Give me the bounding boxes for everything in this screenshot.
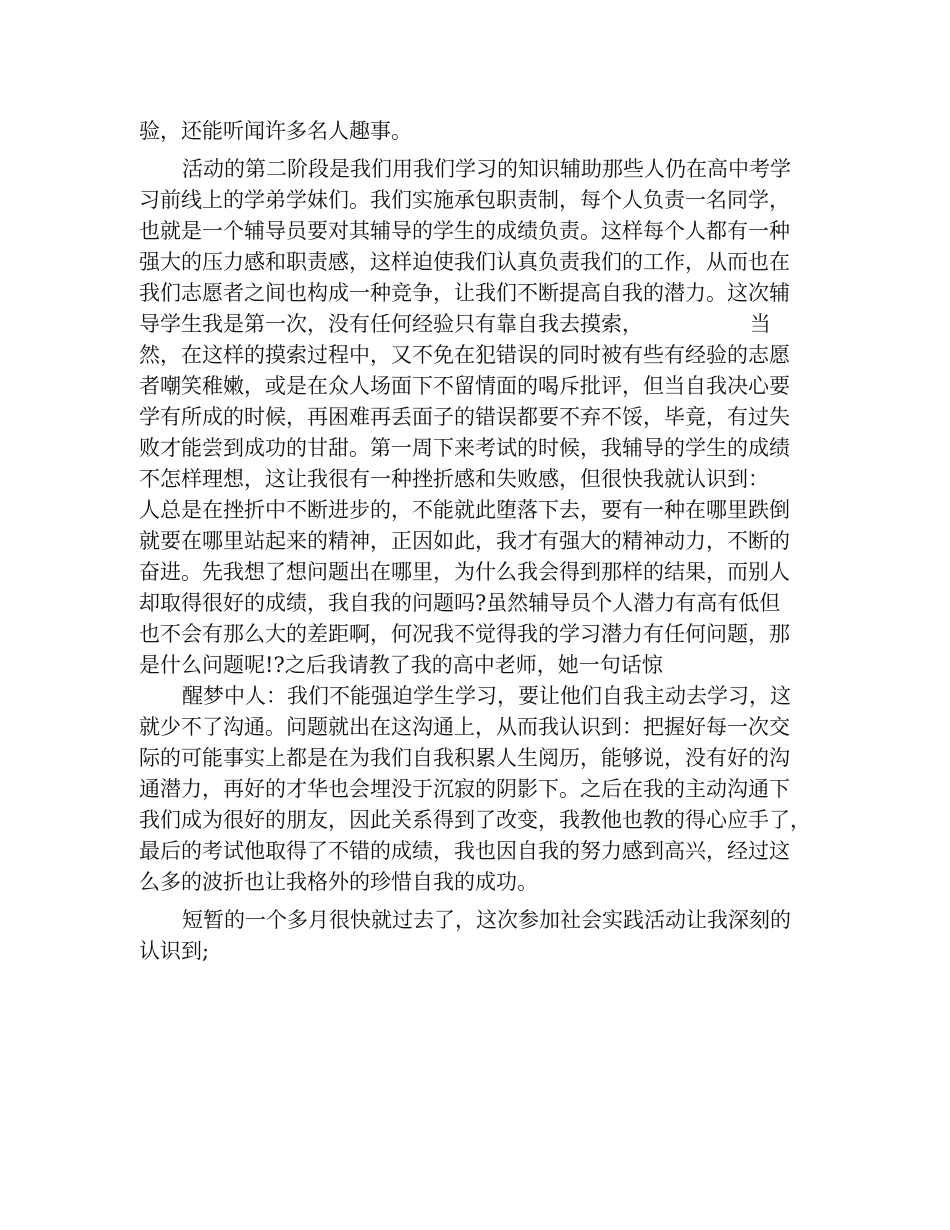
text-line: 导学生我是第一次，没有任何经验只有靠自我去摸索， 当 bbox=[139, 312, 771, 336]
text-line: 么多的波折也让我格外的珍惜自我的成功。 bbox=[139, 870, 538, 894]
paragraph-start: 醒梦中人：我们不能强迫学生学习，要让他们自我主动去学习，这 bbox=[182, 684, 791, 708]
text-line: 者嘲笑稚嫩，或是在众人场面下不留情面的喝斥批评，但当自我决心要 bbox=[139, 374, 790, 398]
text-line: 人总是在挫折中不断进步的，不能就此堕落下去，要有一种在哪里跌倒 bbox=[139, 498, 790, 522]
text-line: 通潜力，再好的才华也会埋没于沉寂的阴影下。之后在我的主动沟通下 bbox=[139, 777, 790, 801]
text-line: 奋进。先我想了想问题出在哪里，为什么我会得到那样的结果，而别人 bbox=[139, 560, 790, 584]
text-line: 然，在这样的摸索过程中，又不免在犯错误的同时被有些有经验的志愿 bbox=[139, 343, 790, 367]
text-line: 也就是一个辅导员要对其辅导的学生的成绩负责。这样每个人都有一种 bbox=[139, 219, 790, 243]
text-line: 不怎样理想，这让我很有一种挫折感和失败感，但很快我就认识到： bbox=[139, 467, 769, 491]
text-line: 我们成为很好的朋友，因此关系得到了改变，我教他也教的得心应手了， bbox=[139, 808, 811, 832]
text-line: 验，还能听闻许多名人趣事。 bbox=[139, 119, 412, 143]
text-line: 我们志愿者之间也构成一种竞争，让我们不断提高自我的潜力。这次辅 bbox=[139, 281, 790, 305]
text-line: 习前线上的学弟学妹们。我们实施承包职责制，每个人负责一名同学， bbox=[139, 188, 790, 212]
body-text bbox=[139, 116, 829, 967]
text-line: 是什么问题呢!?之后我请教了我的高中老师，她一句话惊 bbox=[139, 653, 663, 677]
text-line: 却取得很好的成绩，我自我的问题吗?虽然辅导员个人潜力有高有低但 bbox=[139, 591, 781, 615]
text-line: 认识到; bbox=[139, 939, 210, 963]
text-line: 强大的压力感和职责感，这样迫使我们认真负责我们的工作，从而也在 bbox=[139, 250, 790, 274]
text-line: 也不会有那么大的差距啊，何况我不觉得我的学习潜力有任何问题，那 bbox=[139, 622, 790, 646]
text-line: 就少不了沟通。问题就出在这沟通上，从而我认识到：把握好每一次交 bbox=[139, 715, 790, 739]
paragraph-start: 短暂的一个多月很快就过去了，这次参加社会实践活动让我深刻的 bbox=[182, 908, 791, 932]
text-line: 际的可能事实上都是在为我们自我积累人生阅历，能够说，没有好的沟 bbox=[139, 746, 790, 770]
text-line: 败才能尝到成功的甘甜。第一周下来考试的时候，我辅导的学生的成绩 bbox=[139, 436, 790, 460]
text-line: 最后的考试他取得了不错的成绩，我也因自我的努力感到高兴，经过这 bbox=[139, 839, 790, 863]
text-line: 学有所成的时候，再困难再丢面子的错误都要不弃不馁，毕竟，有过失 bbox=[139, 405, 790, 429]
paragraph-start: 活动的第二阶段是我们用我们学习的知识辅助那些人仍在高中考学 bbox=[182, 157, 791, 181]
text-line: 就要在哪里站起来的精神，正因如此，我才有强大的精神动力，不断的 bbox=[139, 529, 790, 553]
